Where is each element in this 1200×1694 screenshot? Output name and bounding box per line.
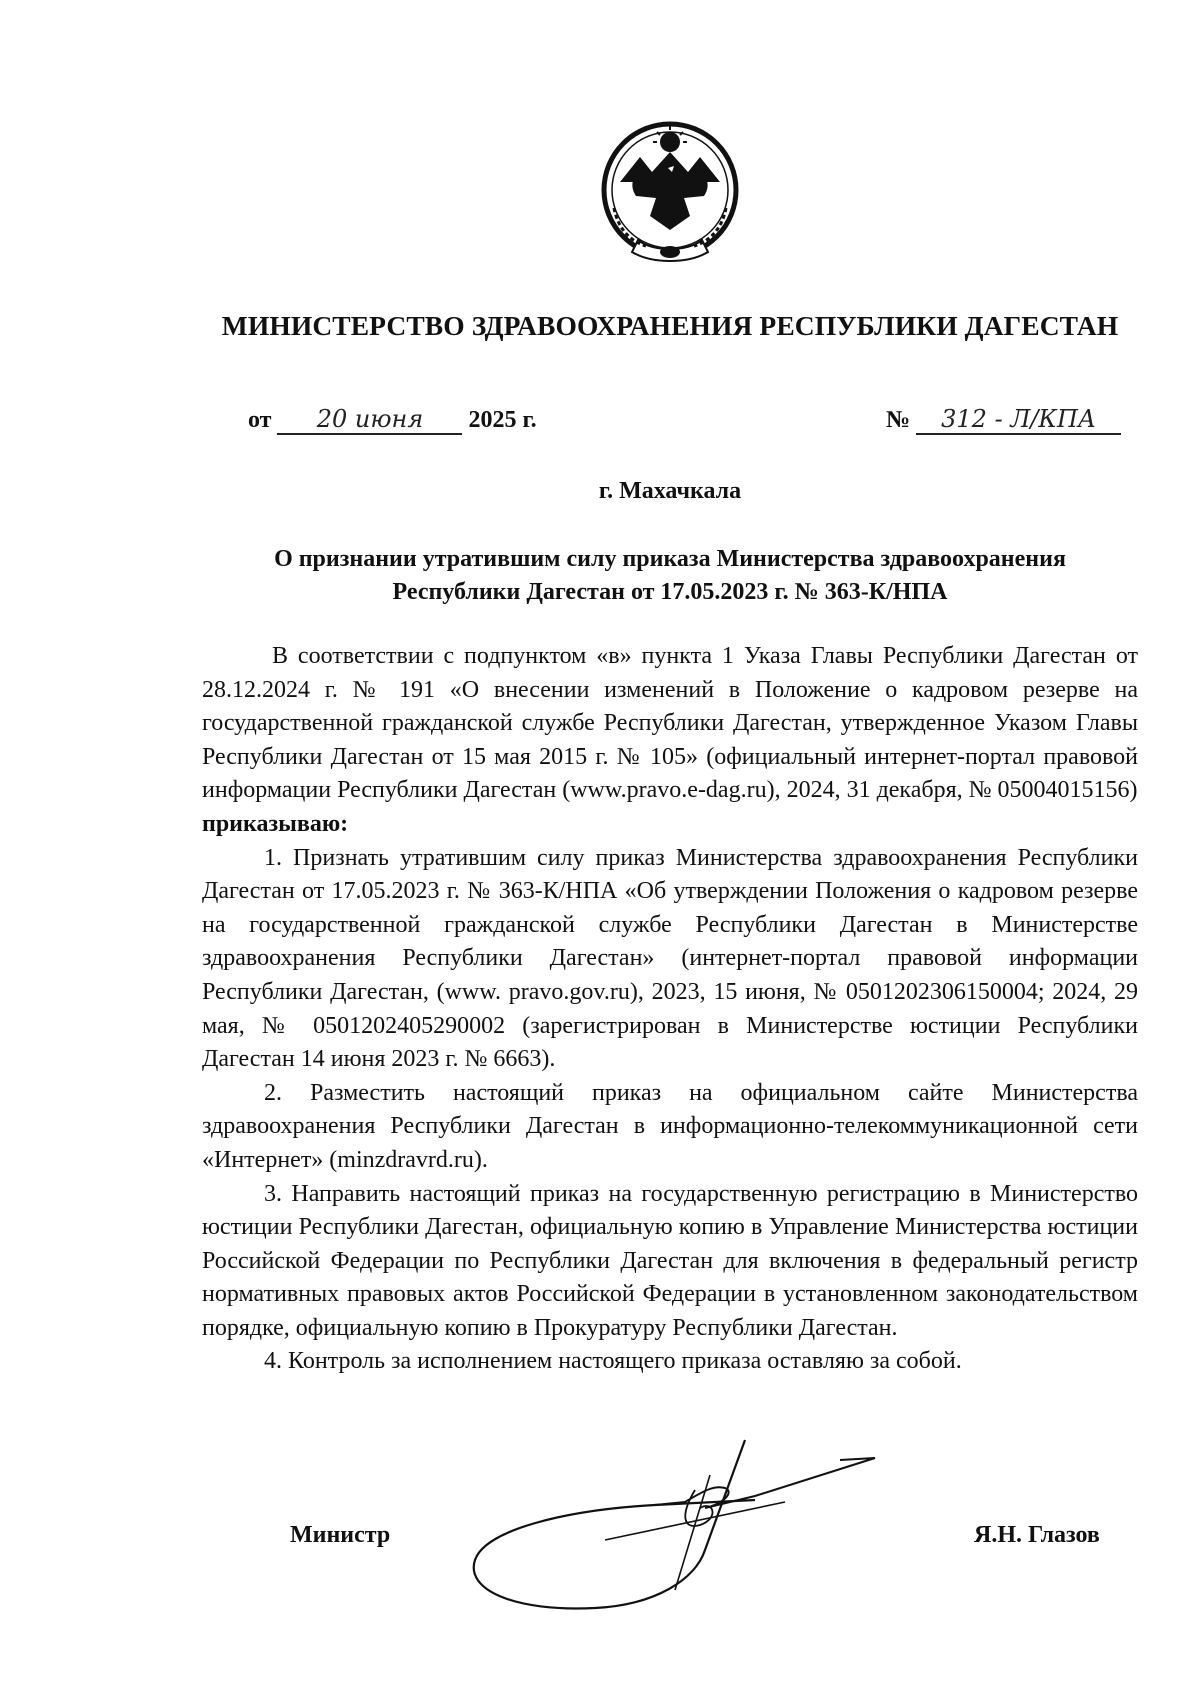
order-date [248, 405, 537, 435]
coat-of-arms-icon [590, 112, 750, 272]
number-prefix: № [886, 407, 911, 433]
order-title [200, 543, 1140, 609]
title-line-1: О признании утратившим силу приказа Министерства здравоохранения [274, 546, 1066, 572]
order-item-2: 2. Разместить настоящий приказ на официальном сайте Министерства здравоохранения Республики Дагестан в информационно-телекоммуникационной сети «Интернет» (minzdravrd.ru). [202, 1079, 1138, 1173]
city: г. Махачкала [598, 478, 742, 504]
order-item-1: 1. Признать утратившим силу приказ Министерства здравоохранения Республики Дагестан от 17.05.2023 г. № 363-К/НПА «Об утверждении Положения о кадровом резерве на государственной гражданской службе Республики Дагестан в Министерстве здравоохранения Республики Дагестан» (интернет-портал правовой информации Республики Дагестан, (www. pravo.gov.ru), 2023, 15 июня, № 0501202306150004; 2024, 29 мая, № 0501202405290002 (зарегистрирован в Министерстве юстиции Республики Дагестан 14 июня 2023 г. № 6663). [202, 844, 1138, 1073]
signatory-name: Я.Н. Глазов [974, 1522, 1100, 1548]
signature-icon [455, 1430, 915, 1620]
order-item-3: 3. Направить настоящий приказ на государственную регистрацию в Министерство юстиции Республики Дагестан, официальную копию в Управление Министерства юстиции Российской Федерации по Республики Дагестан для включения в федеральный регистр нормативных правовых актов Российской Федерации в установленном законодательством порядке, официальную копию в Прокуратуру Республики Дагестан. [202, 1180, 1138, 1341]
ministry-name: МИНИСТЕРСТВО ЗДРАВООХРАНЕНИЯ РЕСПУБЛИКИ ДАГЕСТАН [221, 310, 1119, 341]
order-item-4: 4. Контроль за исполнением настоящего приказа оставляю за собой. [264, 1348, 962, 1375]
title-line-2: Республики Дагестан от 17.05.2023 г. № 363-К/НПА [392, 579, 948, 605]
order-word: приказываю: [202, 810, 349, 837]
date-year: 2025 г. [468, 407, 537, 433]
preamble: В соответствии с подпунктом «в» пункта 1 Указа Главы Республики Дагестан от 28.12.2024 г. № 191 «О внесении изменений в Положение о кадровом резерве на государственной гражданской службе Республики Дагестан, утвержденное Указом Главы Республики Дагестан от 15 мая 2015 г. № 105» (официальный интернет-портал правовой информации Республики Дагестан (www.pravo.e-dag.ru), 2024, 31 декабря, № 05004015156) [202, 643, 1138, 804]
handwritten-number: 312 - Л/КПА [916, 405, 1121, 435]
handwritten-date: 20 июня [277, 405, 462, 435]
signatory-position: Министр [290, 1522, 391, 1548]
order-body [202, 640, 1138, 1379]
order-number [886, 405, 1121, 435]
date-prefix: от [248, 407, 272, 433]
